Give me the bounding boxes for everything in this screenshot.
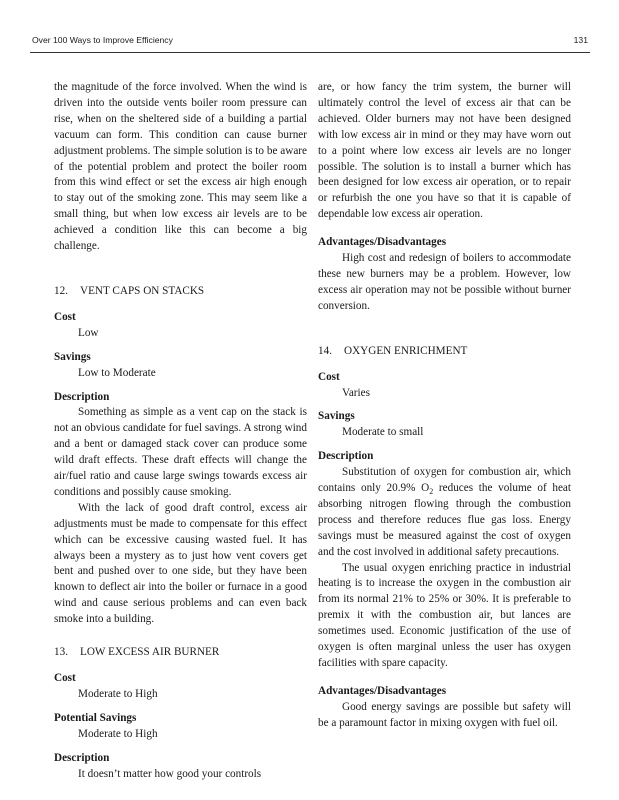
page-number: 131 xyxy=(573,35,588,45)
section-12-heading xyxy=(54,284,307,300)
section-13-heading xyxy=(54,645,307,661)
description-paragraph xyxy=(318,465,571,560)
savings-label: Savings xyxy=(318,410,355,423)
advantages-paragraph: High cost and redesign of boilers to accommodate these new burners may be a problem. However, low excess air operation may not be possible without burner conversion. xyxy=(318,252,571,312)
section-title: VENT CAPS ON STACKS xyxy=(80,284,205,297)
section-title: LOW EXCESS AIR BURNER xyxy=(80,646,220,659)
advantages-label: Advantages/Disadvantages xyxy=(318,236,447,249)
running-header xyxy=(32,33,588,49)
advantages-label: Advantages/Disadvantages xyxy=(318,684,447,697)
section-14-heading xyxy=(318,344,571,360)
description-paragraph: It doesn’t matter how good your controls xyxy=(78,767,262,780)
savings-value: Low to Moderate xyxy=(78,366,156,379)
description-paragraph: The usual oxygen enriching practice in industrial heating is to increase the oxygen in the combustion air from its normal 21% to 25% or 30%. It is preferable to premix it with the combustion air, but lances are sometimes used. Economic justification of the use of oxygen is often marginal unless the user has oxygen facilities with spare capacity. xyxy=(318,561,571,669)
cost-label: Cost xyxy=(318,370,340,383)
cost-label: Cost xyxy=(54,310,76,323)
advantages-paragraph: Good energy savings are possible but safety will be a paramount factor in mixing oxygen with fuel oil. xyxy=(318,700,571,729)
section-title: OXYGEN ENRICHMENT xyxy=(344,344,468,357)
section-number: 14. xyxy=(318,344,332,357)
savings-value: Moderate to High xyxy=(78,727,158,740)
savings-label: Potential Savings xyxy=(54,711,137,724)
header-rule xyxy=(30,52,590,53)
savings-label: Savings xyxy=(54,350,91,363)
cost-label: Cost xyxy=(54,672,76,684)
section-number: 12. xyxy=(54,284,68,297)
description-label: Description xyxy=(318,450,374,463)
subscript-two: 2 xyxy=(429,487,434,497)
cost-value: Moderate to High xyxy=(78,687,158,700)
cost-value: Low xyxy=(78,326,99,339)
description-label: Description xyxy=(54,751,110,764)
description-paragraph: With the lack of good draft control, excess air adjustments must be made to compensate for this effect which can be excessive causing wasted fuel. It has always been a mystery as to just how vent covers get bent and pushed over to one side, but they have been known to deflect air into the boiler or furnace in a good wind and cause serious problems and can even back smoke into a building. xyxy=(54,501,307,626)
description-label: Description xyxy=(54,390,110,403)
intro-paragraph: the magnitude of the force involved. When the wind is driven into the outside vents boiler room pressure can rise, when on the sheltered side of a building a partial vacuum can form. This condition can cause burner adjustment problems. The simple solution is to be aware of the potential problem and protect the boiler room from this wind effect or set the excess air high enough to stay out of the smoking zone. This may seem like a small thing, but when low excess air levels are to be achieved a condition like this can become a big challenge. xyxy=(54,81,307,253)
description-text: Substitution of oxygen for combustion air, which contains only 20.9% O xyxy=(318,466,571,495)
book-title: Over 100 Ways to Improve Efficiency xyxy=(32,35,173,45)
description-text: reduces the volume of heat absorbing nitrogen flowing through the combustion process and therefore reduces flue gas loss. Energy savings must be measured against the cost of oxygen and the cost involved in additional safety precautions. xyxy=(318,482,571,558)
continued-paragraph: are, or how fancy the trim system, the burner will ultimately control the level of excess air that can be achieved. Older burners may not have been designed with low excess air in mind or they may have worn out to a point where low excess air levels are no longer possible. The solution is to install a burner which has been designed for low excess air operation, or to repair or refurbish the one you have so that it is capable of dependable low excess air operation. xyxy=(318,81,571,221)
savings-value: Moderate to small xyxy=(342,426,424,439)
cost-value: Varies xyxy=(342,386,370,399)
right-column xyxy=(318,80,571,732)
left-column xyxy=(54,80,307,782)
section-number: 13. xyxy=(54,646,68,659)
description-paragraph: Something as simple as a vent cap on the stack is not an obvious candidate for fuel savings. A strong wind and a bent or damaged stack cover can produce some wild draft effects. These draft effects will change the air/fuel ratio and cause large swings towards excess air conditions and possibly cause smoking. xyxy=(54,406,307,498)
